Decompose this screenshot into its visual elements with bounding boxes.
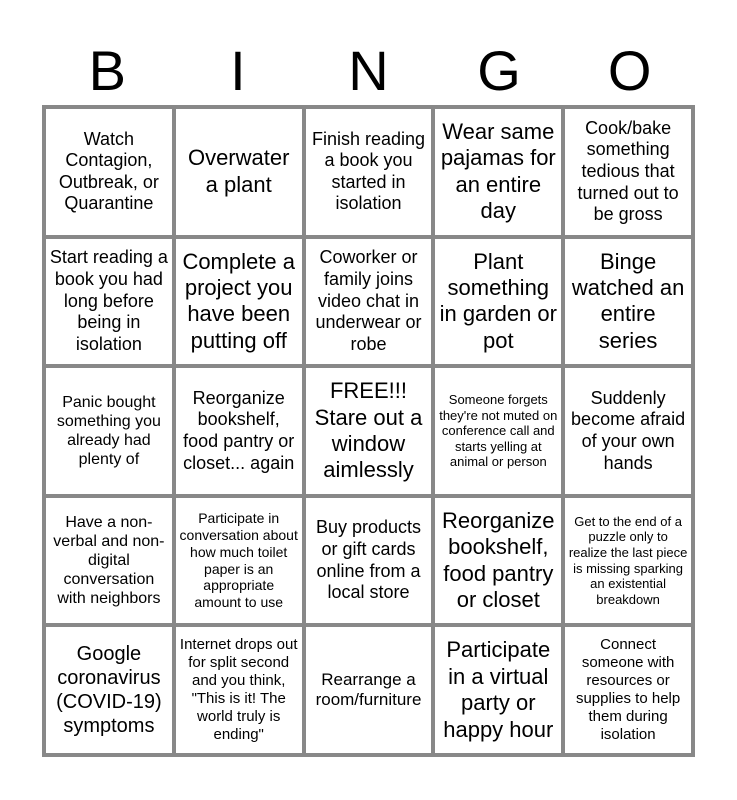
- cell-text: Buy products or gift cards online from a local store: [315, 517, 422, 603]
- cell-text: Participate in conversation about how much toilet paper is an appropriate amount to use: [179, 510, 298, 611]
- cell-text: FREE!!! Stare out a window aimlessly: [314, 378, 423, 483]
- cell-text: Reorganize bookshelf, food pantry or closet: [442, 507, 555, 612]
- cell-text: Reorganize bookshelf, food pantry or closet... again: [183, 387, 295, 473]
- bingo-cell[interactable]: [435, 627, 561, 753]
- bingo-cell[interactable]: [565, 239, 691, 365]
- bingo-cell[interactable]: [306, 239, 432, 365]
- cell-text: Someone forgets they're not muted on conference call and starts yelling at animal or person: [439, 392, 558, 470]
- cell-text: Internet drops out for split second and you think, "This is it! The world truly is ending": [179, 636, 298, 744]
- cell-text: Finish reading a book you started in isolation: [311, 128, 426, 214]
- bingo-cell[interactable]: [306, 627, 432, 753]
- bingo-cell[interactable]: [435, 109, 561, 235]
- bingo-grid: [42, 105, 695, 757]
- bingo-cell[interactable]: [565, 368, 691, 494]
- bingo-cell[interactable]: [306, 109, 432, 235]
- bingo-cell[interactable]: [565, 627, 691, 753]
- cell-text: Plant something in garden or pot: [439, 248, 557, 353]
- header-letter-b: B: [88, 39, 126, 102]
- bingo-cell[interactable]: [435, 239, 561, 365]
- bingo-cell[interactable]: [176, 239, 302, 365]
- cell-text: Start reading a book you had long before being in isolation: [49, 247, 168, 354]
- bingo-cell[interactable]: [46, 109, 172, 235]
- cell-text: Connect someone with resources or supplies to help them during isolation: [575, 636, 681, 744]
- cell-text: Get to the end of a puzzle only to realize the last piece is missing sparking an existential breakdown: [568, 513, 688, 607]
- bingo-cell[interactable]: [176, 498, 302, 624]
- cell-text: Panic bought something you already had plenty of: [56, 393, 161, 469]
- header-letter-g: G: [477, 39, 521, 102]
- cell-text: Google coronavirus (COVID-19) symptoms: [56, 643, 162, 738]
- cell-text: Watch Contagion, Outbreak, or Quarantine: [58, 128, 159, 214]
- bingo-cell[interactable]: [435, 498, 561, 624]
- bingo-cell[interactable]: [176, 109, 302, 235]
- cell-text: Wear same pajamas for an entire day: [440, 119, 556, 224]
- cell-text: Complete a project you have been putting off: [182, 248, 295, 353]
- cell-text: Have a non-verbal and non-digital conversation with neighbors: [53, 513, 165, 608]
- cell-text: Cook/bake something tedious that turned out to be gross: [577, 117, 679, 225]
- bingo-cell[interactable]: [46, 627, 172, 753]
- bingo-cell[interactable]: [176, 627, 302, 753]
- bingo-cell[interactable]: [565, 109, 691, 235]
- bingo-cell[interactable]: [565, 498, 691, 624]
- bingo-cell-free[interactable]: [306, 368, 432, 494]
- bingo-cell[interactable]: [46, 498, 172, 624]
- bingo-cell[interactable]: [176, 368, 302, 494]
- bingo-cell[interactable]: [46, 368, 172, 494]
- cell-text: Coworker or family joins video chat in underwear or robe: [315, 247, 422, 354]
- bingo-cell[interactable]: [306, 498, 432, 624]
- cell-text: Overwater a plant: [187, 145, 290, 197]
- cell-text: Suddenly become afraid of your own hands: [571, 387, 686, 473]
- header-letter-n: N: [348, 39, 389, 102]
- cell-text: Binge watched an entire series: [571, 248, 685, 353]
- bingo-cell[interactable]: [46, 239, 172, 365]
- header-letter-o: O: [607, 39, 652, 102]
- cell-text: Rearrange a room/furniture: [315, 669, 422, 710]
- bingo-cell[interactable]: [435, 368, 561, 494]
- cell-text: Participate in a virtual party or happy hour: [443, 637, 554, 742]
- bingo-header: [42, 40, 695, 102]
- header-letter-i: I: [230, 39, 246, 102]
